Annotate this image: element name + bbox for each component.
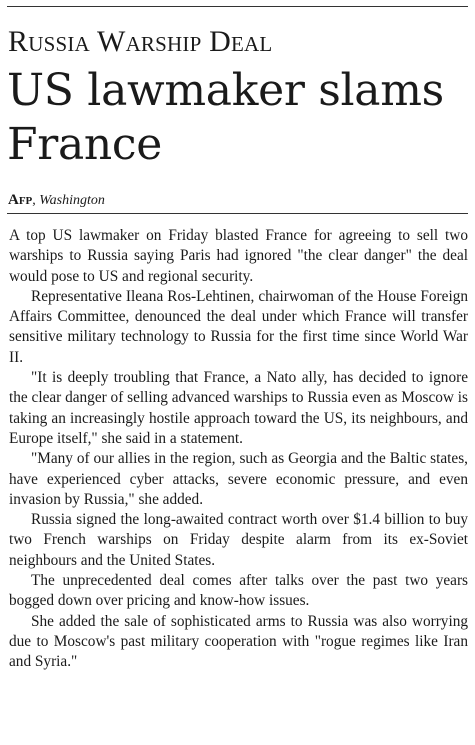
article-paragraph-4: "Many of our allies in the region, such as Georgia and the Baltic states, have experienced cyber attacks, severe economic pressure, and even invasion by Russia," she added. — [9, 450, 468, 508]
byline-agency: Afp — [8, 192, 33, 208]
article-body — [9, 226, 468, 673]
byline-place: Washington — [39, 193, 105, 208]
article-headline: US lawmaker slams France — [7, 65, 444, 170]
article-paragraph-6: The unprecedented deal comes after talks over the past two years bogged down over pricing and know-how issues. — [9, 572, 468, 610]
top-rule — [7, 6, 468, 7]
byline-separator: , — [32, 193, 40, 208]
article-byline — [8, 190, 105, 211]
article-paragraph-5: Russia signed the long-awaited contract worth over $1.4 billion to buy two French warships on Friday despite alarm from its ex-Soviet neighbours and the United States. — [9, 511, 468, 569]
article-paragraph-2: Representative Ileana Ros-Lehtinen, chairwoman of the House Foreign Affairs Committee, denounced the deal under which France will transfer sensitive military technology to Russia for the first time since World War II. — [9, 287, 468, 366]
article-kicker: Russia Warship Deal — [8, 25, 273, 58]
article-paragraph-7: She added the sale of sophisticated arms to Russia was also worrying due to Moscow's past military cooperation with "rogue regimes like Iran and Syria." — [9, 612, 468, 671]
article-paragraph-3: "It is deeply troubling that France, a Nato ally, has decided to ignore the clear danger of selling advanced warships to Russia even as Moscow is taking an increasingly hostile approach toward the US, its neighbours, and Europe itself," she said in a statement. — [9, 369, 468, 447]
article-paragraph-1: A top US lawmaker on Friday blasted France for agreeing to sell two warships to Russia saying Paris had ignored "the clear danger" the deal would pose to US and regional security. — [9, 227, 468, 285]
byline-rule — [7, 213, 468, 214]
